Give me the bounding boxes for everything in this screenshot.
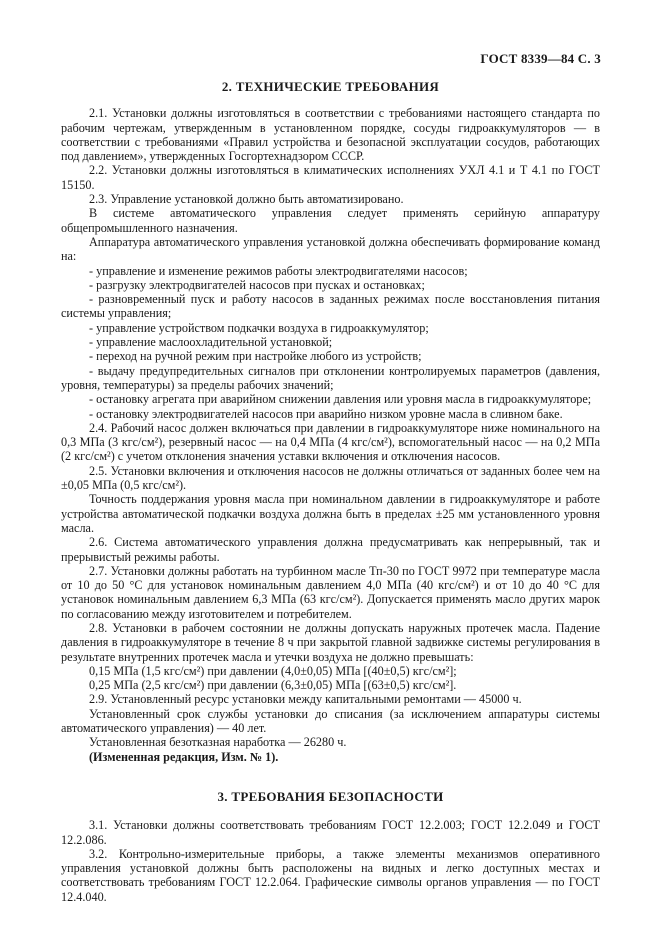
document-body: [61, 80, 600, 904]
paragraph-control-commands: Аппаратура автоматического управления установкой должна обеспечивать формирование команд на:: [61, 234, 600, 264]
paragraph-2-9: 2.9. Установленный ресурс установки между капитальными ремонтами — 45000 ч.: [89, 692, 522, 707]
list-item: - управление и изменение режимов работы электродвигателями насосов;: [89, 263, 468, 278]
paragraph-2-2: 2.2. Установки должны изготовляться в климатических исполнениях УХЛ 4.1 и Т 4.1 по ГОСТ 15150.: [61, 163, 600, 192]
list-item: - разгрузку электродвигателей насосов при пусках и остановках;: [89, 277, 425, 292]
list-item: - остановку электродвигателей насосов при аварийно низком уровне масла в сливном баке.: [89, 406, 563, 421]
paragraph-service-life: Установленный срок службы установки до списания (за исключением аппаратуры системы автоматического управления) — 40 лет.: [61, 706, 600, 736]
pressure-drop-line: 0,15 МПа (1,5 кгс/см²) при давлении (4,0±0,05) МПа [(40±0,5) кгс/см²];: [89, 663, 457, 678]
paragraph-2-7: 2.7. Установки должны работать на турбинном масле Тп-30 по ГОСТ 9972 при температуре масла от 10 до 50 °С для установок номинальным давлением 4,0 МПа (40 кгс/см²) и от 10 до 40 °С для установок номинальным давлением 6,3 МПа (63 кгс/см²). Допускается применять масло других марок по согласованию между изготовителем и потребителем.: [61, 563, 600, 621]
paragraph-2-1: 2.1. Установки должны изготовляться в соответствии с требованиями настоящего стандарта по рабочим чертежам, утвержденным в установленном порядке, сосуды гидроаккумуляторов — в соответствии с требованиями «Правил устройства и безопасной эксплуатации сосудов, работающих под давлением», утвержденных Госгортехнадзором СССР.: [61, 106, 600, 164]
paragraph-oil-level-accuracy: Точность поддержания уровня масла при номинальном давлении в гидроаккумуляторе и работе устройства автоматической подкачки воздуха должна быть в пределах ±25 мм установленного уровня масла.: [61, 492, 600, 535]
paragraph-automation-equipment: В системе автоматического управления следует применять серийную аппаратуру общепромышленного назначения.: [61, 206, 600, 235]
pressure-drop-line: 0,25 МПа (2,5 кгс/см²) при давлении (6,3±0,05) МПа [(63±0,5) кгс/см²].: [89, 678, 457, 693]
list-item: - управление маслоохладительной установкой;: [89, 335, 333, 350]
paragraph-2-8: 2.8. Установки в рабочем состоянии не должны допускать наружных протечек масла. Падение давления в гидроаккумуляторе в течение 8 ч при закрытой главной задвижке системы регулирования в результате внутренних протечек масла и утечки воздуха не должно превышать:: [61, 620, 600, 664]
list-item: - разновременный пуск и работу насосов в заданных режимах после восстановления питания системы управления;: [61, 292, 600, 321]
list-item: - остановку агрегата при аварийном снижении давления или уровня масла в гидроаккумуляторе;: [89, 392, 592, 407]
list-item: - переход на ручной режим при настройке любого из устройств;: [89, 349, 422, 364]
paragraph-2-4: 2.4. Рабочий насос должен включаться при давлении в гидроаккумуляторе ниже номинального на 0,3 МПа (3 кгс/см²), резервный насос — на 0,4 МПа (4 кгс/см²), вспомогательный насос — на 0,2 МПа (2 кгс/см²) с учетом отклонения значения уставки включения и отключения насосов.: [61, 420, 600, 464]
amendment-note: (Измененная редакция, Изм. № 1).: [89, 749, 279, 764]
section-2-title: 2. ТЕХНИЧЕСКИЕ ТРЕБОВАНИЯ: [221, 79, 440, 94]
paragraph-3-2: 3.2. Контрольно-измерительные приборы, а также элементы механизмов оперативного управления установкой должны быть расположены на видных и легко доступных местах и соответствовать требованиям ГОСТ 12.2.064. Графические символы органов управления — по ГОСТ 12.4.040.: [61, 846, 600, 904]
paragraph-2-3: 2.3. Управление установкой должно быть автоматизировано.: [89, 192, 404, 207]
page-header-doc-ref: ГОСТ 8339—84 С. 3: [480, 51, 601, 66]
list-item: - выдачу предупредительных сигналов при отклонении контролируемых параметров (давления, уровня, температуры) за пределы рабочих значений;: [61, 363, 600, 392]
paragraph-2-5: 2.5. Установки включения и отключения насосов не должны отличаться от заданных более чем на ±0,05 МПа (0,5 кгс/см²).: [61, 463, 600, 493]
list-item: - управление устройством подкачки воздуха в гидроаккумулятор;: [89, 320, 429, 335]
paragraph-3-1: 3.1. Установки должны соответствовать требованиям ГОСТ 12.2.003; ГОСТ 12.2.049 и ГОСТ 12.2.086.: [61, 818, 600, 847]
paragraph-2-6: 2.6. Система автоматического управления должна предусматривать как непрерывный, так и прерывистый режимы работы.: [61, 535, 600, 564]
section-3-title: 3. ТРЕБОВАНИЯ БЕЗОПАСНОСТИ: [217, 788, 444, 804]
paragraph-mtbf: Установленная безотказная наработка — 26280 ч.: [89, 735, 347, 750]
